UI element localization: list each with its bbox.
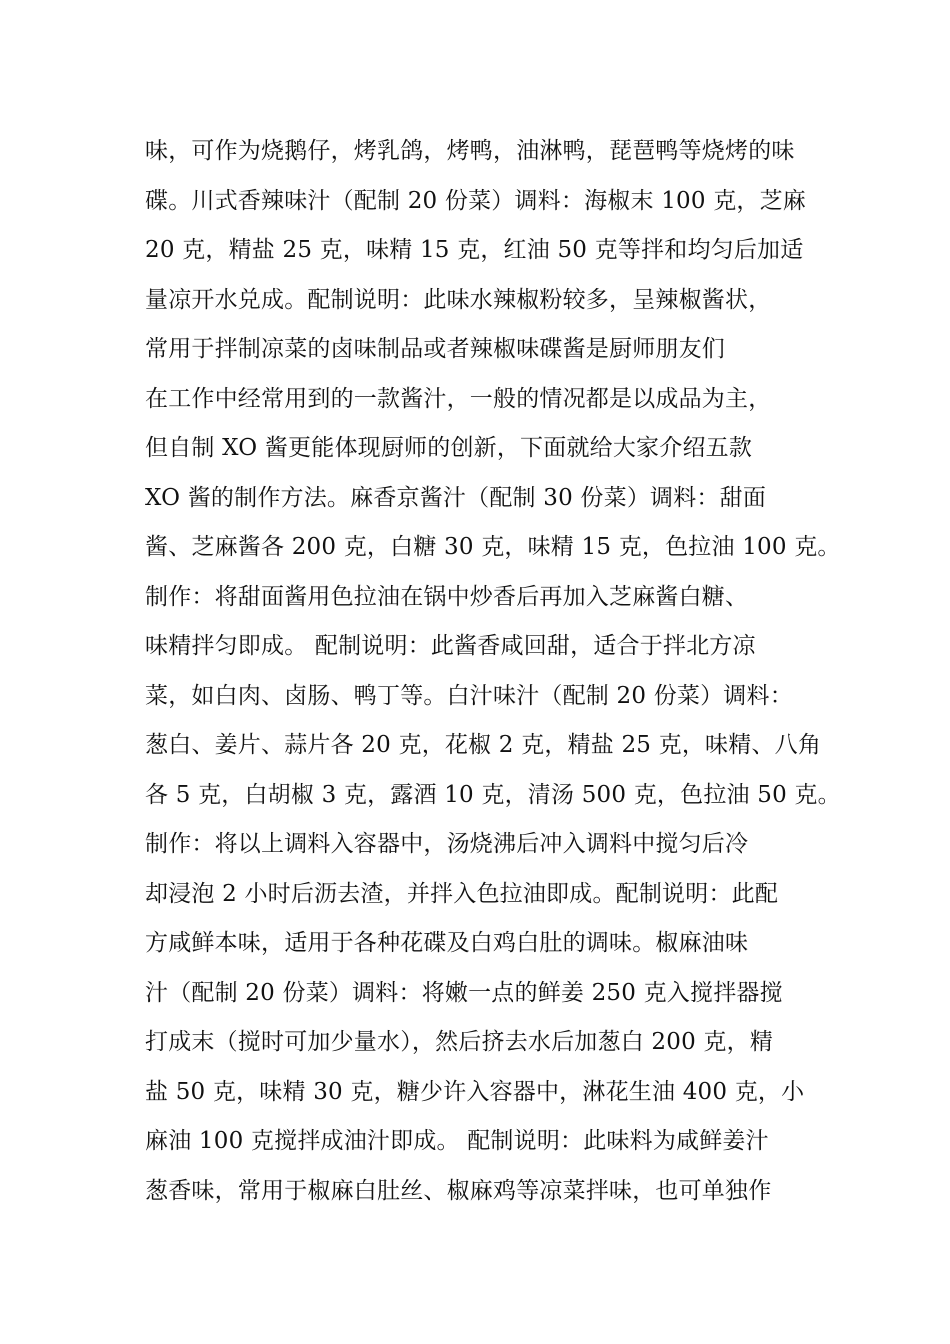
text-line: 菜，如白肉、卤肠、鸭丁等。白汁味汁（配制 20 份菜）调料： <box>145 682 793 709</box>
text-line: 麻油 100 克搅拌成油汁即成。 配制说明：此味料为咸鲜姜汁 <box>145 1128 769 1154</box>
body-text <box>145 127 841 1216</box>
text-line: 味精拌匀即成。 配制说明：此酱香咸回甜，适合于拌北方凉 <box>145 633 756 659</box>
text-line: 20 克，精盐 25 克，味精 15 克，红油 50 克等拌和均匀后加适 <box>145 237 804 263</box>
text-line: 酱、芝麻酱各 200 克，白糖 30 克，味精 15 克，色拉油 100 克。 <box>145 534 841 560</box>
text-line: 各 5 克，白胡椒 3 克，露酒 10 克，清汤 500 克，色拉油 50 克。 <box>145 781 841 808</box>
text-line: 葱香味，常用于椒麻白肚丝、椒麻鸡等凉菜拌味，也可单独作 <box>145 1177 772 1204</box>
text-line: 葱白、姜片、蒜片各 20 克，花椒 2 克，精盐 25 克，味精、八角 <box>145 732 822 758</box>
text-line: 制作：将甜面酱用色拉油在锅中炒香后再加入芝麻酱白糖、 <box>145 583 749 610</box>
text-line: 量凉开水兑成。配制说明：此味水辣椒粉较多，呈辣椒酱状， <box>145 286 772 313</box>
text-line: 制作：将以上调料入容器中，汤烧沸后冲入调料中搅匀后冷 <box>145 831 749 857</box>
text-line: 常用于拌制凉菜的卤味制品或者辣椒味碟酱是厨师朋友们 <box>145 336 725 362</box>
text-line: 味，可作为烧鹅仔，烤乳鸽，烤鸭，油淋鸭，琵琶鸭等烧烤的味 <box>145 138 795 164</box>
text-line: 盐 50 克，味精 30 克，糖少许入容器中，淋花生油 400 克，小 <box>145 1078 805 1105</box>
text-line: 打成末（搅时可加少量水），然后挤去水后加葱白 200 克，精 <box>145 1029 774 1055</box>
text-line: 汁（配制 20 份菜）调料：将嫩一点的鲜姜 250 克入搅拌器搅 <box>145 979 783 1006</box>
text-line: 碟。川式香辣味汁（配制 20 份菜）调料：海椒末 100 克，芝麻 <box>145 187 807 214</box>
text-line: 方咸鲜本味，适用于各种花碟及白鸡白肚的调味。椒麻油味 <box>145 930 749 956</box>
text-line: 却浸泡 2 小时后沥去渣，并拌入色拉油即成。配制说明：此配 <box>145 880 779 907</box>
text-line: 在工作中经常用到的一款酱汁，一般的情况都是以成品为主， <box>145 385 772 412</box>
text-line: XO 酱的制作方法。麻香京酱汁（配制 30 份菜）调料：甜面 <box>145 484 767 511</box>
text-line: 但自制 XO 酱更能体现厨师的创新，下面就给大家介绍五款 <box>145 435 753 461</box>
